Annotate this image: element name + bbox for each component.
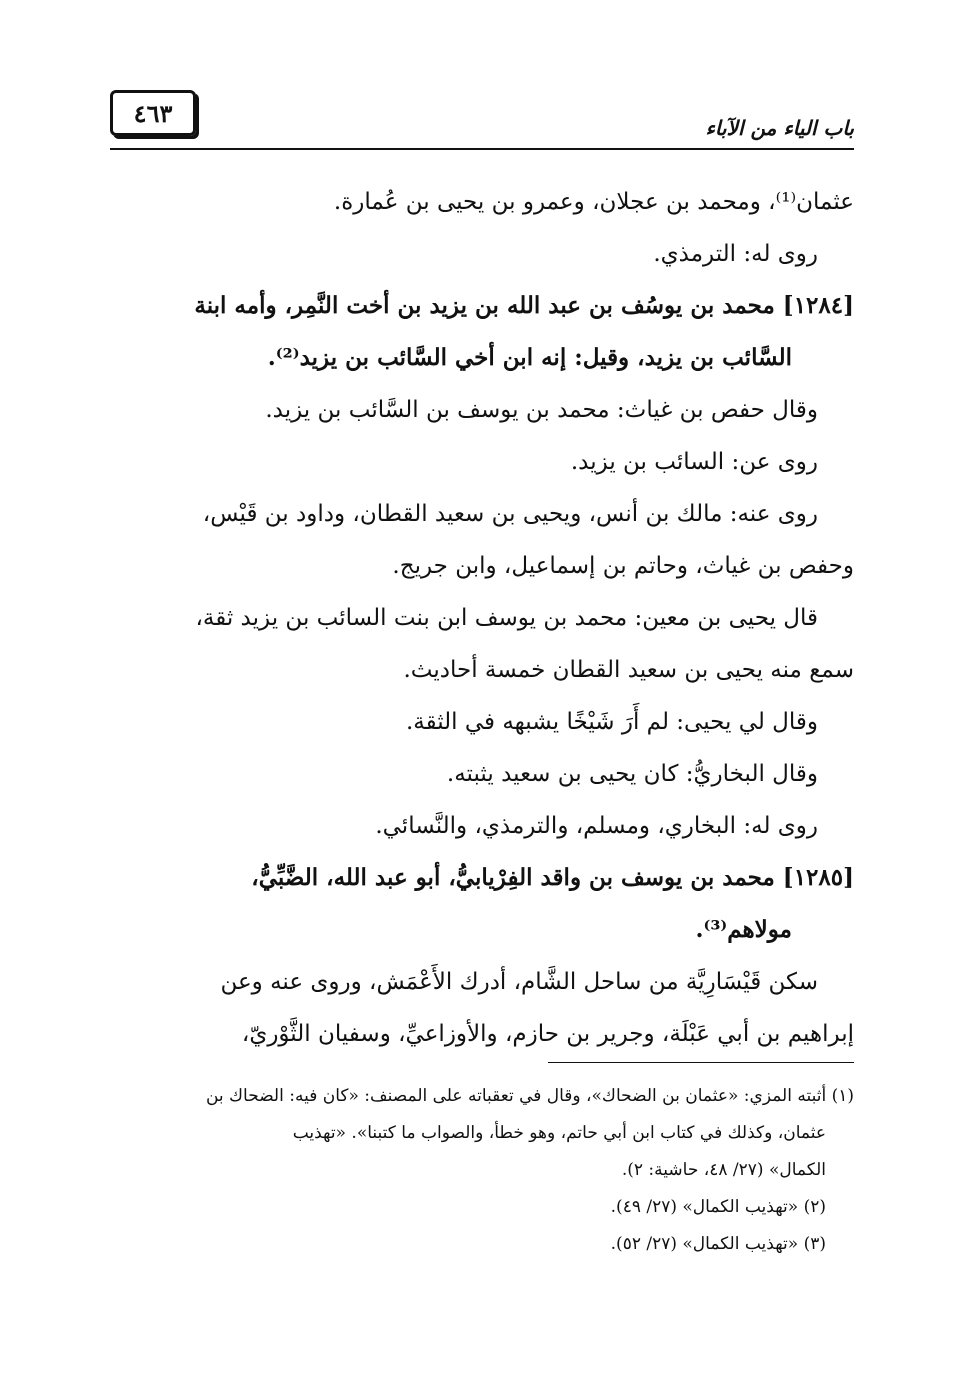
text-line: وقال لي يحيى: لم أَرَ شَيْخًا يشبهه في الثقة. [405,709,818,735]
entry-heading-1284-cont: السَّائب بن يزيد، وقيل: إنه ابن أخي السَّائب بن يزيد⁽²⁾. [267,344,792,371]
text-line: روى له: البخاري، ومسلم، والترمذي، والنَّسائي. [375,813,818,839]
main-text [110,176,854,1060]
text-line: وقال حفص بن غياث: محمد بن يوسف بن السَّائب بن يزيد. [265,397,818,423]
footnote-1: (١) أثبته المزي: «عثمان بن الضحاك»، وقال في تعقباته على المصنف: «كان فيه: الضحاك بن [205,1086,854,1106]
text-line: عثمان⁽¹⁾، ومحمد بن عجلان، وعمرو بن يحيى بن عُمارة. [333,189,854,215]
footnotes [110,1078,854,1263]
text-line: إبراهيم بن أبي عَبْلَة، وجرير بن حازم، والأوزاعيِّ، وسفيان الثَّوْريّ، [241,1021,854,1047]
entry-heading-1285-cont: مولاهم⁽³⁾. [695,916,792,943]
text-line: وحفص بن غياث، وحاتم بن إسماعيل، وابن جريج. [392,553,854,579]
entry-heading-1284: [١٢٨٤] محمد بن يوسُف بن عبد الله بن يزيد بن أخت النَّمِر، وأمه ابنة [194,292,854,319]
footnote-2: (٢) «تهذيب الكمال» (٢٧/ ٤٩). [610,1197,826,1217]
text-line: قال يحيى بن معين: محمد بن يوسف ابن بنت السائب بن يزيد ثقة، [195,605,818,631]
text-line: سمع منه يحيى بن سعيد القطان خمسة أحاديث. [403,657,854,683]
footnote-separator [548,1062,854,1063]
text-line: روى له: الترمذي. [653,241,818,267]
text-line: وقال البخاريُّ: كان يحيى بن سعيد يثبته. [446,761,818,787]
text-line: روى عن: السائب بن يزيد. [570,449,818,475]
text-line: سكن قَيْسَارِيَّة من ساحل الشَّام، أدرك الأَعْمَش، وروى عنه وعن [220,969,818,995]
header-rule [110,148,854,150]
running-title: باب الياء من الآباء [705,116,854,140]
entry-heading-1285: [١٢٨٥] محمد بن يوسف بن واقد الفِرْيابيُّ، أبو عبد الله، الضَّبِّيُّ، [251,864,854,891]
footnote-3: (٣) «تهذيب الكمال» (٢٧/ ٥٢). [610,1234,826,1254]
footnote-1-cont: عثمان، وكذلك في كتاب ابن أبي حاتم، وهو خطأ، والصواب ما كتبنا». «تهذيب [292,1123,826,1143]
text-line: روى عنه: مالك بن أنس، ويحيى بن سعيد القطان، وداود بن قَيْس، [202,501,818,527]
page-header [110,90,854,150]
footnote-1-cont: الكمال» (٢٧/ ٤٨، حاشية: ٢). [621,1160,826,1180]
page-number: ٤٦٣ [110,90,196,136]
